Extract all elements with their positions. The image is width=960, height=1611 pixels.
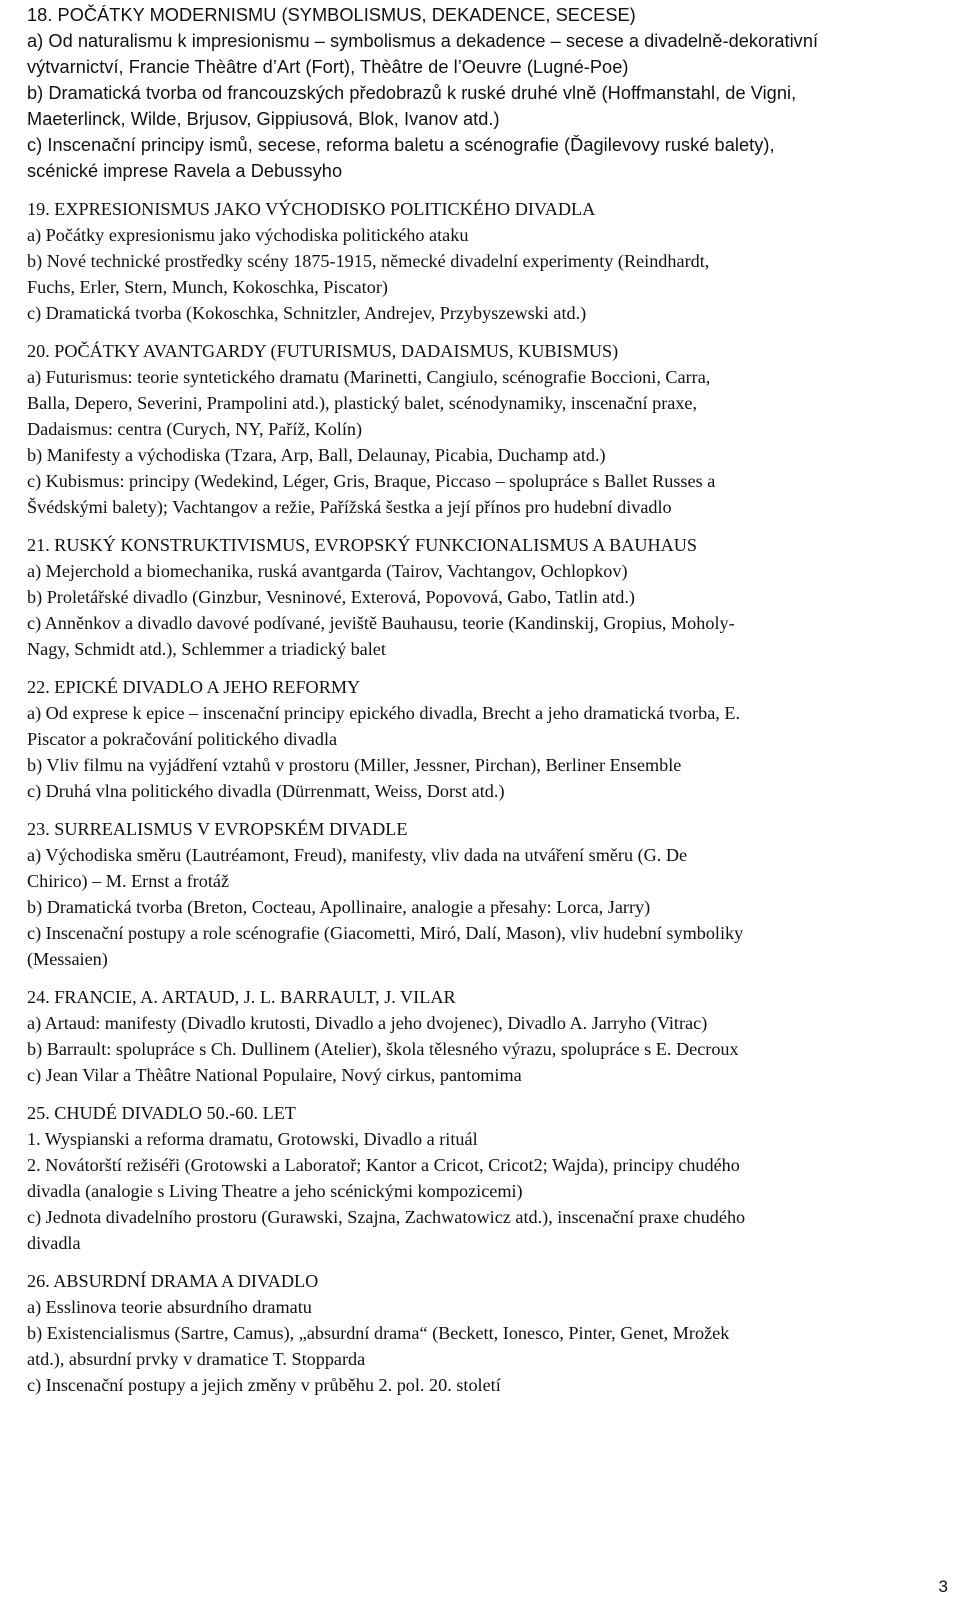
section-line: a) Počátky expresionismu jako východiska politického ataku [27,225,469,245]
section-line: a) Mejerchold a biomechanika, ruská avantgarda (Tairov, Vachtangov, Ochlopkov) [27,561,628,581]
section-line: b) Nové technické prostředky scény 1875-1915, německé divadelní experimenty (Reindhardt, [27,251,710,271]
section-line: Fuchs, Erler, Stern, Munch, Kokoschka, Piscator) [27,277,388,297]
section-line: 1. Wyspianski a reforma dramatu, Grotowski, Divadlo a rituál [27,1129,478,1149]
section-line: (Messaien) [27,949,108,969]
section-line: Piscator a pokračování politického divadla [27,729,338,749]
section-spacer [27,184,947,196]
section-spacer [27,1256,947,1268]
section-24 [27,984,947,1088]
document-page [27,2,947,1398]
section-line: Maeterlinck, Wilde, Brjusov, Gippiusová, Blok, Ivanov atd.) [27,109,500,129]
section-line: Dadaismus: centra (Curych, NY, Paříž, Kolín) [27,419,363,439]
section-heading: 20. POČÁTKY AVANTGARDY (FUTURISMUS, DADAISMUS, KUBISMUS) [27,341,619,361]
section-22 [27,674,947,804]
section-line: a) Esslinova teorie absurdního dramatu [27,1297,312,1317]
section-line: b) Existencialismus (Sartre, Camus), „absurdní drama“ (Beckett, Ionesco, Pinter, Genet, Mrožek [27,1323,730,1343]
section-line: c) Dramatická tvorba (Kokoschka, Schnitzler, Andrejev, Przybyszewski atd.) [27,303,587,323]
section-heading: 26. ABSURDNÍ DRAMA A DIVADLO [27,1271,319,1291]
section-line: c) Kubismus: principy (Wedekind, Léger, Gris, Braque, Piccaso – spolupráce s Ballet Russes a [27,471,716,491]
section-spacer [27,972,947,984]
section-line: c) Anněnkov a divadlo davové podívané, jeviště Bauhausu, teorie (Kandinskij, Gropius, Moholy- [27,613,735,633]
section-line: a) Futurismus: teorie syntetického dramatu (Marinetti, Cangiulo, scénografie Boccioni, Carra, [27,367,711,387]
section-line: Nagy, Schmidt atd.), Schlemmer a triadický balet [27,639,386,659]
section-line: scénické imprese Ravela a Debussyho [27,161,343,181]
section-line: b) Manifesty a východiska (Tzara, Arp, Ball, Delaunay, Picabia, Duchamp atd.) [27,445,606,465]
section-line: Švédskými balety); Vachtangov a režie, Pařížská šestka a její přínos pro hudební divadlo [27,497,672,517]
section-spacer [27,326,947,338]
section-line: a) Východiska směru (Lautréamont, Freud), manifesty, vliv dada na utváření směru (G. De [27,845,688,865]
section-19 [27,196,947,326]
section-23 [27,816,947,972]
section-heading: 18. POČÁTKY MODERNISMU (SYMBOLISMUS, DEKADENCE, SECESE) [27,5,636,25]
section-line: Chirico) – M. Ernst a frotáž [27,871,230,891]
section-heading: 24. FRANCIE, A. ARTAUD, J. L. BARRAULT, J. VILAR [27,987,456,1007]
section-line: a) Artaud: manifesty (Divadlo krutosti, Divadlo a jeho dvojenec), Divadlo A. Jarryho (Vitrac) [27,1013,708,1033]
section-line: c) Druhá vlna politického divadla (Dürrenmatt, Weiss, Dorst atd.) [27,781,505,801]
section-heading: 22. EPICKÉ DIVADLO A JEHO REFORMY [27,677,361,697]
section-line: a) Od exprese k epice – inscenační principy epického divadla, Brecht a jeho dramatická tvorba, E. [27,703,741,723]
section-line: c) Jean Vilar a Thèâtre National Populaire, Nový cirkus, pantomima [27,1065,522,1085]
section-line: c) Jednota divadelního prostoru (Gurawski, Szajna, Zachwatowicz atd.), inscenační praxe chudého [27,1207,746,1227]
section-21 [27,532,947,662]
section-line: c) Inscenační postupy a role scénografie (Giacometti, Miró, Dalí, Mason), vliv hudební symboliky [27,923,744,943]
section-spacer [27,1088,947,1100]
section-18 [27,2,947,184]
section-spacer [27,662,947,674]
section-line: atd.), absurdní prvky v dramatice T. Stopparda [27,1349,366,1369]
section-line: divadla (analogie s Living Theatre a jeho scénickými kompozicemi) [27,1181,523,1201]
section-line: b) Dramatická tvorba (Breton, Cocteau, Apollinaire, analogie a přesahy: Lorca, Jarry) [27,897,651,917]
section-line: výtvarnictví, Francie Thèâtre d’Art (Fort), Thèâtre de l’Oeuvre (Lugné-Poe) [27,57,629,77]
section-line: c) Inscenační principy ismů, secese, reforma baletu a scénografie (Ďagilevovy ruské balety), [27,135,775,155]
section-line: Balla, Depero, Severini, Prampolini atd.), plastický balet, scénodynamiky, inscenační praxe, [27,393,698,413]
section-heading: 19. EXPRESIONISMUS JAKO VÝCHODISKO POLITICKÉHO DIVADLA [27,199,596,219]
section-heading: 25. CHUDÉ DIVADLO 50.-60. LET [27,1103,296,1123]
section-line: b) Proletářské divadlo (Ginzbur, Vesninové, Exterová, Popovová, Gabo, Tatlin atd.) [27,587,635,607]
section-line: c) Inscenační postupy a jejich změny v průběhu 2. pol. 20. století [27,1375,501,1395]
section-25 [27,1100,947,1256]
section-line: 2. Novátorští režiséři (Grotowski a Laboratoř; Kantor a Cricot, Cricot2; Wajda), principy chudého [27,1155,740,1175]
section-spacer [27,520,947,532]
section-heading: 21. RUSKÝ KONSTRUKTIVISMUS, EVROPSKÝ FUNKCIONALISMUS A BAUHAUS [27,535,697,555]
section-line: divadla [27,1233,81,1253]
section-line: b) Vliv filmu na vyjádření vztahů v prostoru (Miller, Jessner, Pirchan), Berliner Ensemble [27,755,682,775]
section-line: b) Dramatická tvorba od francouzských předobrazů k ruské druhé vlně (Hoffmanstahl, de Vigni, [27,83,797,103]
section-spacer [27,804,947,816]
section-20 [27,338,947,520]
section-26 [27,1268,947,1398]
section-heading: 23. SURREALISMUS V EVROPSKÉM DIVADLE [27,819,408,839]
section-line: b) Barrault: spolupráce s Ch. Dullinem (Atelier), škola tělesného výrazu, spolupráce s E. Decroux [27,1039,739,1059]
section-line: a) Od naturalismu k impresionismu – symbolismus a dekadence – secese a divadelně-dekorativní [27,31,819,51]
page-number: 3 [938,1577,948,1596]
